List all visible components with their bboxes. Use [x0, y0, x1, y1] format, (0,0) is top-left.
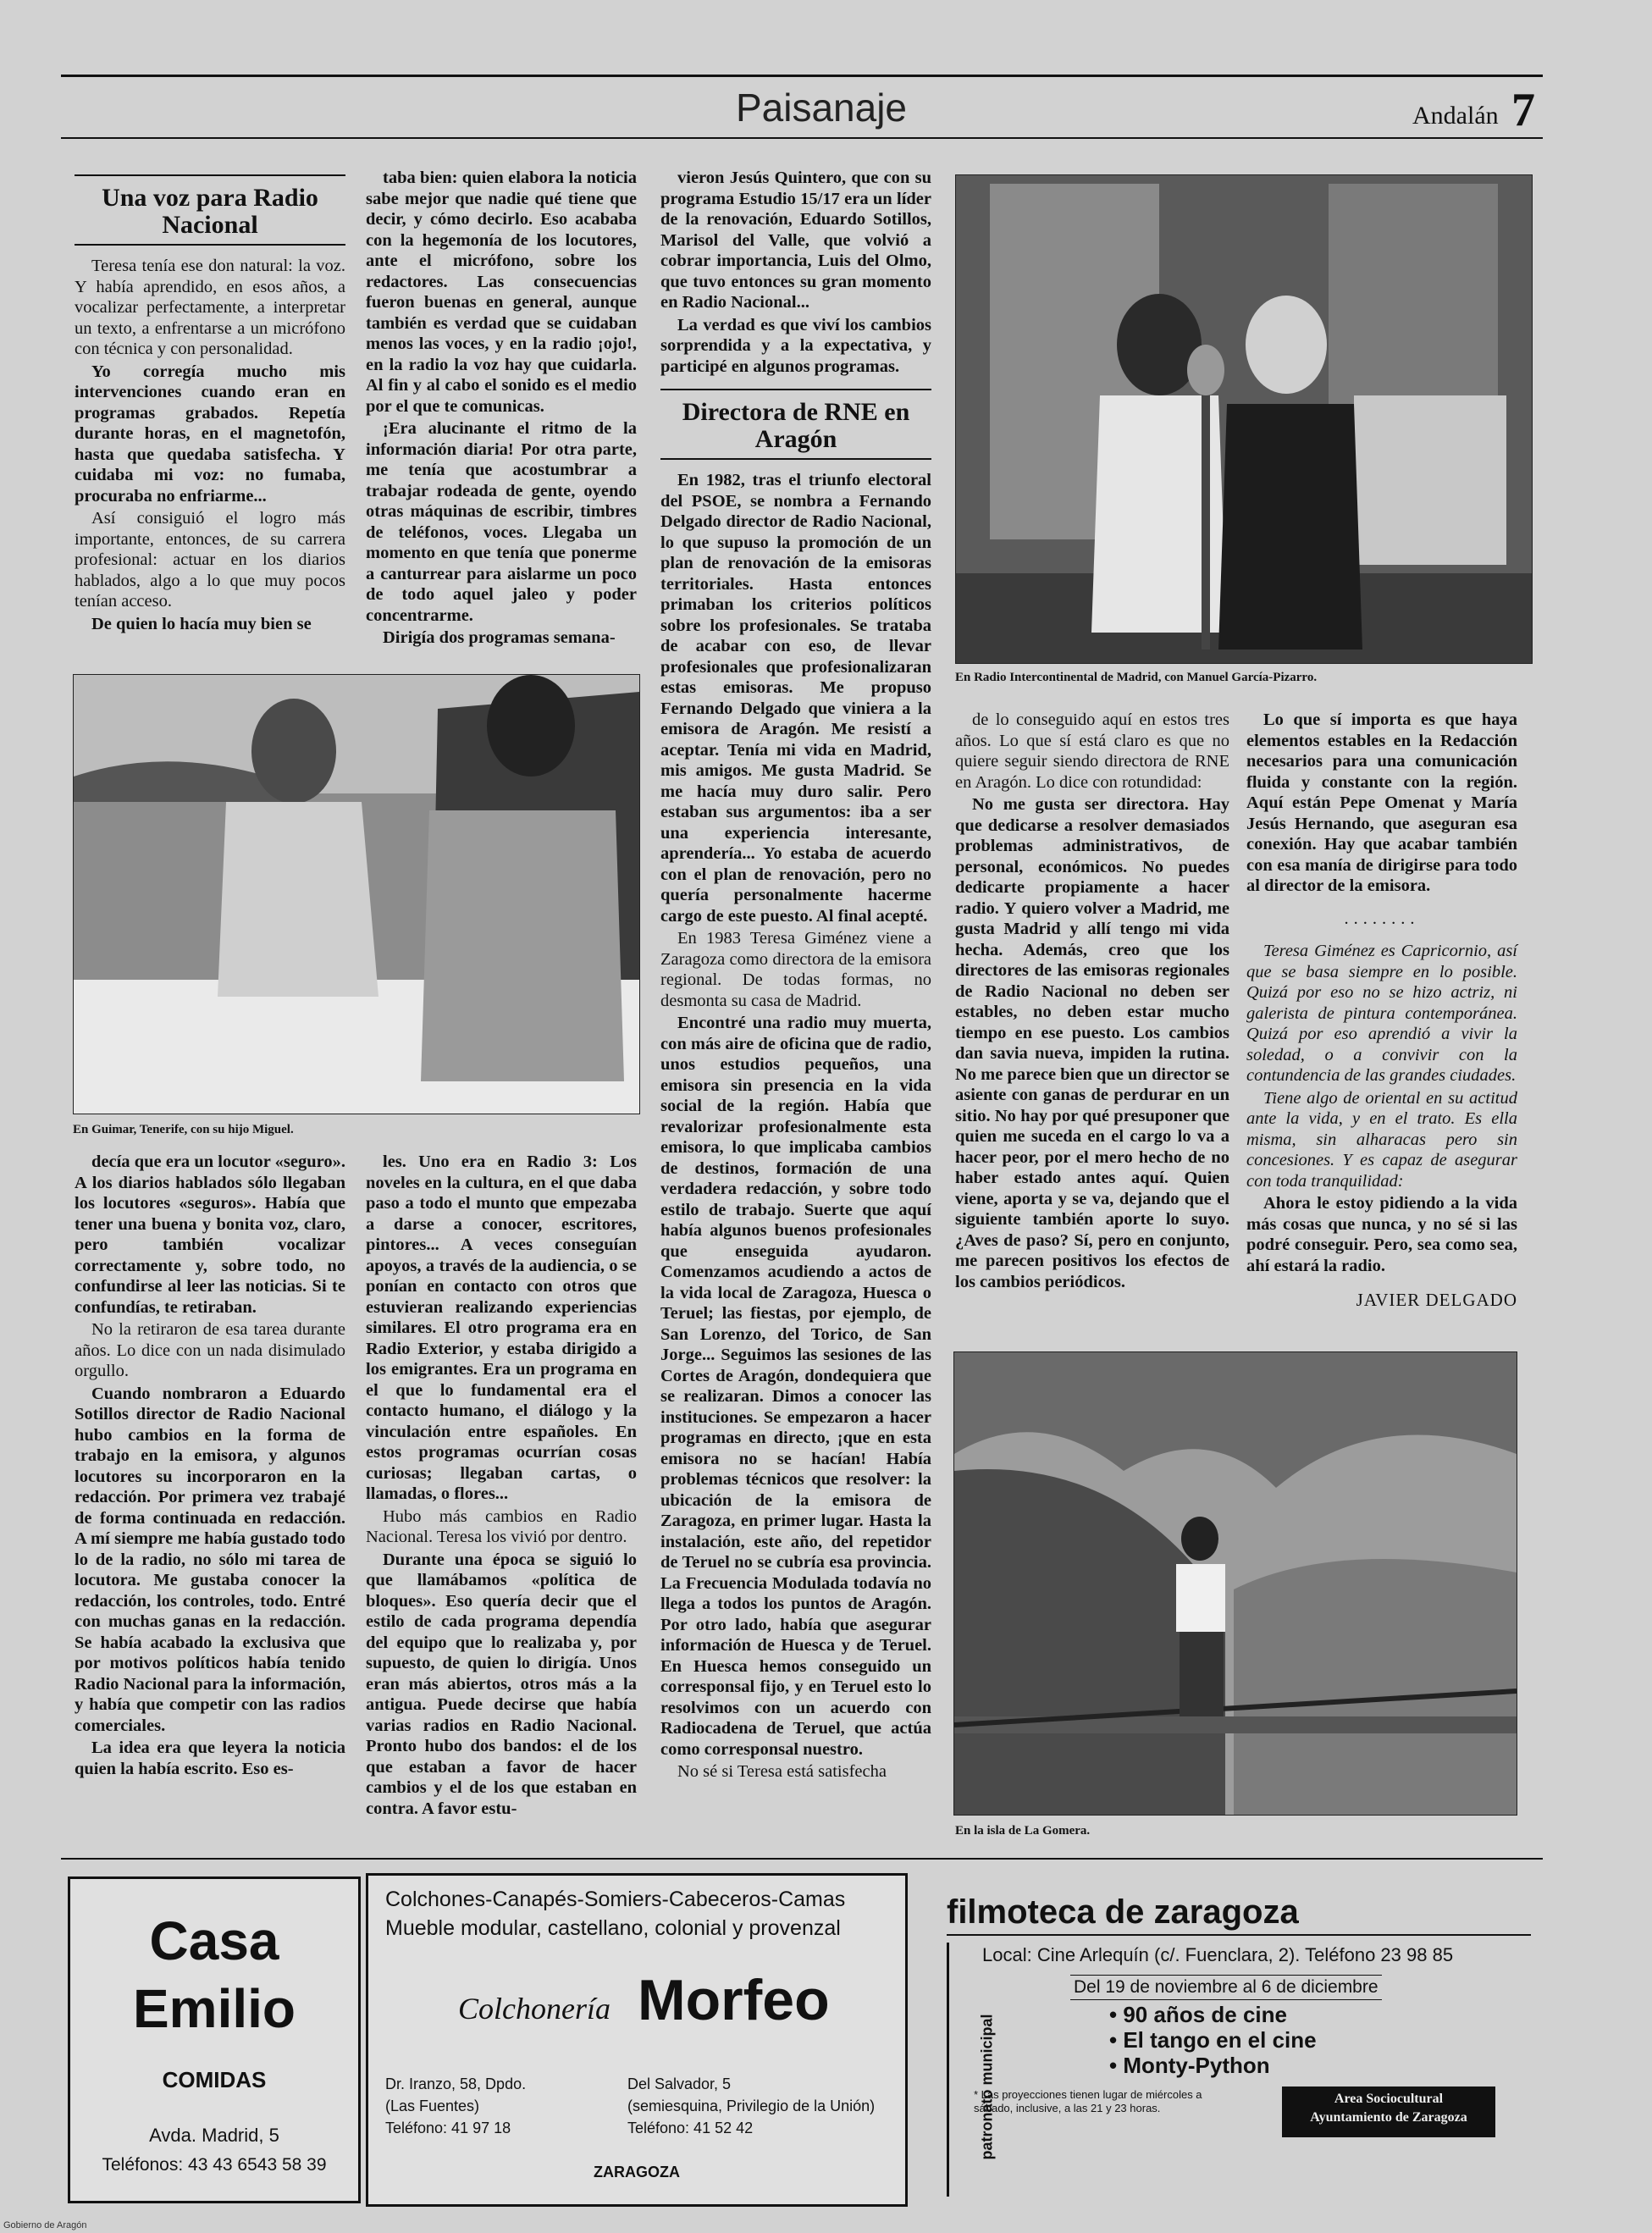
casa-subtitle: COMIDAS [162, 2067, 267, 2092]
lower-col1-paragraph: La idea era que leyera la noticia quien la había escrito. Eso es- [75, 1738, 345, 1778]
archive-footer: Gobierno de Aragón [3, 2220, 87, 2230]
article2-col3-paragraph: En 1983 Teresa Giménez viene a Zaragoza como directora de la emisora regional. De todas formas, no desmonta su casa de Madrid. [660, 929, 931, 1010]
lower-col1-paragraph: decía que era un locutor «seguro». A los diarios hablados sólo llegaban los locutores «seguros». Había que tener una buena y bonita voz, claro, pero también vocalizar correctamente y, sobre todo, no confundirse al leer las noticias. Si te confundías, te retiraban. [75, 1152, 345, 1317]
article1-col1 [75, 174, 345, 636]
article1-col1-paragraph: De quien lo hacía muy bien se [91, 614, 312, 633]
caption-madrid: En Radio Intercontinental de Madrid, con Manuel García-Pizarro. [955, 671, 1318, 684]
ad-casa-emilio [68, 1876, 361, 2203]
morfeo-line2: Mueble modular, castellano, colonial y provenzal [385, 1916, 841, 1940]
article1-col1-paragraph: Así consiguió el logro más importante, entonces, de su carrera profesional: actuar en los diarios hablados, algo a lo que muy pocos tenían acceso. [75, 509, 345, 611]
photo-guimar-image [74, 675, 639, 1114]
morfeo-right-2: (semiesquina, Privilegio de la Unión) [627, 2098, 876, 2114]
article1-col2 [366, 168, 637, 650]
ads-rule [61, 1858, 1543, 1860]
morfeo-left-2: (Las Fuentes) [385, 2098, 480, 2114]
morfeo-right-3: Teléfono: 41 52 42 [627, 2120, 754, 2136]
photo-guimar [73, 674, 640, 1114]
morfeo-script: Colchonería [458, 1992, 611, 2026]
lower-col5 [1246, 710, 1517, 1311]
lower-col4 [955, 710, 1229, 1294]
lower-col1-paragraph: Cuando nombraron a Eduardo Sotillos director de Radio Nacional hubo cambios en la forma de trabajo en la emisora, y algunos locutores su incorporaron en la redacción. Por primera vez trabajé de forma continuada en redacción. A mí siempre me había gustado todo lo de la radio, no sólo mi tarea de locutora. Me gustaba conocer la redacción, los controles, todo. Entré con muchas ganas en la redacción. Se había acabado la exclusiva que por motivos políticos había tenido Radio Nacional para la información, y había que competir con las radios comerciales. [75, 1384, 345, 1735]
filmoteca-dates: Del 19 de noviembre al 6 de diciembre [1070, 1975, 1382, 2000]
filmoteca-badge-2: Ayuntamiento de Zaragoza [1310, 2110, 1467, 2125]
filmoteca-side-rule [947, 1943, 949, 2197]
filmoteca-badge-1: Area Sociocultural [1334, 2092, 1444, 2106]
filmoteca-item-2: • El tango en el cine [1109, 2027, 1317, 2053]
casa-phones: Teléfonos: 43 43 6543 58 39 [102, 2155, 327, 2175]
article1-col3-paragraph: vieron Jesús Quintero, que con su programa Estudio 15/17 era un líder de la renovación, Eduardo Sotillos, Marisol del Valle, que volvió a cobrar importancia, Luis del Olmo, que tuvo entonces su gran momento en Radio Nacional... [660, 169, 931, 312]
casa-title-1: Casa [149, 1910, 279, 1971]
filmoteca-item-1-label: 90 años de cine [1123, 2002, 1287, 2027]
ad-morfeo [366, 1873, 908, 2207]
filmoteca-item-3: • Monty-Python [1109, 2053, 1270, 2078]
caption-gomera: En la isla de La Gomera. [955, 1824, 1091, 1838]
filmoteca-badge [1282, 2087, 1495, 2137]
signature: JAVIER DELGADO [1356, 1290, 1517, 1310]
morfeo-left-3: Teléfono: 41 97 18 [385, 2120, 511, 2136]
lower-col5b-paragraph: Tiene algo de oriental en su actitud ante la vida, y en el trato. Es ella misma, sin alharacas pero sin concesiones. Y es capaz de asegurar con toda tranquilidad: [1246, 1088, 1517, 1191]
filmoteca-item-3-label: Monty-Python [1123, 2053, 1270, 2078]
lower-col4-body [955, 710, 1229, 1292]
morfeo-right-1: Del Salvador, 5 [627, 2075, 732, 2092]
caption-guimar: En Guimar, Tenerife, con su hijo Miguel. [73, 1123, 294, 1136]
filmoteca-note: * Las proyecciones tienen lugar de miércoles a sábado, inclusive, a las 21 y 23 horas. [974, 2088, 1202, 2114]
photo-madrid-image [956, 175, 1532, 663]
lower-col1-paragraph: No la retiraron de esa tarea durante años. Lo dice con un nada disimulado orgullo. [75, 1320, 345, 1380]
article2-col3-paragraph: No sé si Teresa está satisfecha [677, 1762, 887, 1781]
lower-col2-paragraph: Durante una época se siguió lo que llamábamos «política de bloques». Eso quería decir que el estilo de cada programa dependía del equipo que lo realizaba y, por supuesto, de quien lo dirigía. Unos eran más abiertos, otros más a la antigua. Puede decirse que había varias radios en Radio Nacional. Pronto hubo dos bandos: el de los que estaban a favor de hacer cambios y el de los que estaban en contra. A favor estu- [366, 1550, 637, 1818]
article2-col3-paragraph: En 1982, tras el triunfo electoral del PSOE, se nombra a Fernando Delgado director de Radio Nacional, lo que supuso la promoción de un plan de renovación de la emisoras territoriales. Hasta entonces primaban los criterios políticos sobre los profesionales. Se trataba de acabar con eso, de llevar profesionales que profesionalizaran estas emisoras. Me propuso Fernando Delgado que viniera a la emisora de Aragón. Me resistí a aceptar. Tenía mi vida en Madrid, mis amigos. Me gusta Madrid. Se me hacía muy duro salir. Pero estaban sus argumentos: iba a ser una experiencia interesante, aprendería... Yo estaba de acuerdo con el plan de renovación, pero no quería personalmente hacerme cargo de este puesto. Al final acepté. [660, 471, 931, 926]
article1-col1-paragraph: Teresa tenía ese don natural: la voz. Y había aprendido, en esos años, a vocalizar perfectamente, a interpretar un texto, a enfrentarse a un micrófono con técnica y con personalidad. [75, 257, 345, 358]
filmoteca-rule [947, 1934, 1531, 1936]
ad-filmoteca [931, 1876, 1541, 2202]
morfeo-city: ZARAGOZA [594, 2164, 680, 2180]
article1-col1-paragraph: Yo corregía mucho mis intervenciones cuando eran en programas grabados. Repetía durante horas, en el magnetofón, hasta que quedaba satisfecha. Y cuidaba mi voz: no fumaba, procuraba no enfriarme... [75, 362, 345, 506]
header-rule [61, 137, 1543, 139]
lower-col1-body [75, 1152, 345, 1779]
filmoteca-title: filmoteca de zaragoza [947, 1893, 1299, 1931]
article1-col2-paragraph: taba bien: quien elabora la noticia sabe mejor que nadie qué tiene que decir, y cómo decirlo. Eso acababa con la hegemonía de los locutores, ante el micrófono, sobre los redactores. Las consecuencias fueron buenas en general, aunque también es verdad que se cuidaban menos las voces, y en la radio ¡ojo!, en la radio la voz hay que cuidarla. Al fin y al cabo el sonido es el medio por el que te comunicas. [366, 169, 637, 416]
filmoteca-vertical: patronato municipal [978, 2014, 996, 2160]
article1-col2-paragraph: ¡Era alucinante el ritmo de la información diaria! Por otra parte, me tenía que acostumbrar a trabajar rodeada de gente, oyendo otras máquinas de escribir, timbres de teléfonos, voces. Llegaba un momento en que tenía que ponerme a canturrear para aislarme un poco de todo aquel jaleo y poder concentrarme. [366, 419, 637, 625]
lower-col1 [75, 1152, 345, 1781]
photo-gomera [953, 1351, 1517, 1816]
photo-gomera-image [954, 1352, 1517, 1815]
photo-madrid [955, 174, 1533, 664]
article-col3 [660, 168, 931, 1784]
lower-col4-paragraph: de lo conseguido aquí en estos tres años. Lo que sí está claro es que no quiere seguir siendo directora de RNE en Aragón. Lo dice con rotundidad: [955, 710, 1229, 792]
article1-col3-body [660, 168, 931, 377]
top-rule [61, 75, 1543, 77]
article1-title: Una voz para Radio Nacional [75, 174, 345, 246]
separator-dots: ........ [1344, 909, 1420, 928]
lower-col5-body [1246, 710, 1517, 897]
section-title: Paisanaje [735, 86, 908, 130]
lower-col2 [366, 1152, 637, 1821]
lower-col5b-paragraph: Ahora le estoy pidiendo a la vida más cosas que nunca, y no sé si las podré conseguir. Pero, sea como sea, ahí estará la radio. [1246, 1194, 1517, 1275]
morfeo-brand: Morfeo [638, 1968, 830, 2032]
filmoteca-item-2-label: El tango en el cine [1123, 2027, 1317, 2053]
casa-address: Avda. Madrid, 5 [149, 2125, 279, 2146]
article2-col3-body [660, 470, 931, 1783]
casa-title-2: Emilio [132, 1978, 296, 2039]
lower-col2-paragraph: les. Uno era en Radio 3: Los noveles en la cultura, en el que daba paso a todo el munto que empezaba a darse a conocer, escritores, pintores... A veces conseguían apoyos, a través de la audiencia, o se ponían en contacto con otros que estuvieran realizando experiencias similares. El otro programa era en Radio Exterior, y estaba dirigido a los emigrantes. Era un programa en el que lo fundamental era el contacto humano, el diálogo y la vinculación entre españoles. En estos programas ocurrían cosas curiosas; llegaban cartas, o llamadas, o flores... [366, 1152, 637, 1503]
article2-title: Directora de RNE en Aragón [660, 389, 931, 460]
newspaper-name: Andalán [1412, 102, 1499, 130]
article1-col2-paragraph: Dirigía dos programas semana- [383, 628, 616, 647]
page-number: 7 [1511, 84, 1535, 136]
filmoteca-local: Local: Cine Arlequín (c/. Fuenclara, 2). Teléfono 23 98 85 [982, 1944, 1454, 1965]
article1-col3-paragraph: La verdad es que viví los cambios sorprendida y a la expectativa, y participé en algunos programas. [660, 315, 931, 376]
lower-col2-paragraph: Hubo más cambios en Radio Nacional. Teresa los vivió por dentro. [366, 1506, 637, 1546]
lower-col5b-body [1246, 941, 1517, 1276]
article1-col1-body [75, 256, 345, 634]
article1-col2-body [366, 168, 637, 649]
filmoteca-item-1: • 90 años de cine [1109, 2002, 1287, 2027]
lower-col4-paragraph: No me gusta ser directora. Hay que dedicarse a resolver demasiados problemas administrativos, de personal, económicos. No puedes dedicarte propiamente a hacer radio. Y quiero volver a Madrid, me gusta Madrid y allí tengo mi vida hecha. Además, creo que los directores de las emisoras regionales de Radio Nacional no deben ser estables, no deben estar mucho tiempo en ese puesto. Los cambios dan savia nueva, impiden la rutina. No me parece bien que un director se asiente con ganas de perdurar en un sitio. No hay por qué presuponer que quien me suceda en el cargo lo va a hacer peor, por el mero hecho de no haber estado antes aquí. Quien viene, aporta y se va, dejando que el siguiente también aporte lo suyo. ¿Aves de paso? Sí, pero en conjunto, me parecen positivos los efectos de los cambios periódicos. [955, 795, 1229, 1291]
article2-col3-paragraph: Encontré una radio muy muerta, con más aire de oficina que de radio, unos estudios pequeños, una emisora sin presencia en la vida social de la región. Había que revalorizar profesionalmente esta emisora, lo que implicaba cambios de destinos, formación de una verdadera redacción, y sobre todo estilo de trabajo. Suerte que aquí había algunos buenos profesionales que enseguida ayudaron. Comenzamos acudiendo a actos de la vida local de Zaragoza, Huesca o Teruel; las fiestas, por ejemplo, de San Lorenzo, del Torico, de San Jorge... Seguimos las sesiones de las Cortes de Aragón, dondequiera que se realizaran. Dimos a conocer las instituciones. Se empezaron a hacer programas en directo, ¡que en esta emisora no se hacían! Había problemas técnicos que resolver: la ubicación de la emisora de Zaragoza, en primer lugar. Hasta la instalación, este año, del repetidor de Teruel no se cubría esa provincia. La Frecuencia Modulada todavía no llega a todos los puntos de Aragón. Por otro lado, había que asegurar información de Huesca y de Teruel. En Huesca hemos conseguido un corresponsal fijo, y en Teruel esto lo resolvimos con un acuerdo con Radiocadena de Teruel, que actúa como corresponsal nuestro. [660, 1014, 931, 1759]
lower-col5-paragraph: Lo que sí importa es que haya elementos estables en la Redacción necesarios para una comunicación fluida y constante con la región. Aquí están Pepe Omenat y María Jesús Hernando, que aseguran esa conexión. Hay que acabar también con esa manía de dirigirse para todo al director de la emisora. [1246, 710, 1517, 895]
morfeo-line1: Colchones-Canapés-Somiers-Cabeceros-Camas [385, 1888, 846, 1911]
lower-col5b-paragraph: Teresa Giménez es Capricornio, así que se basa siempre en lo posible. Quizá por eso no se hizo actriz, ni galerista de pintura contemporánea. Quizá por eso aprendió a vivir la soledad, o a convivir con la contundencia de las grandes ciudades. [1246, 942, 1517, 1085]
morfeo-left-1: Dr. Iranzo, 58, Dpdo. [385, 2075, 527, 2092]
lower-col2-body [366, 1152, 637, 1819]
